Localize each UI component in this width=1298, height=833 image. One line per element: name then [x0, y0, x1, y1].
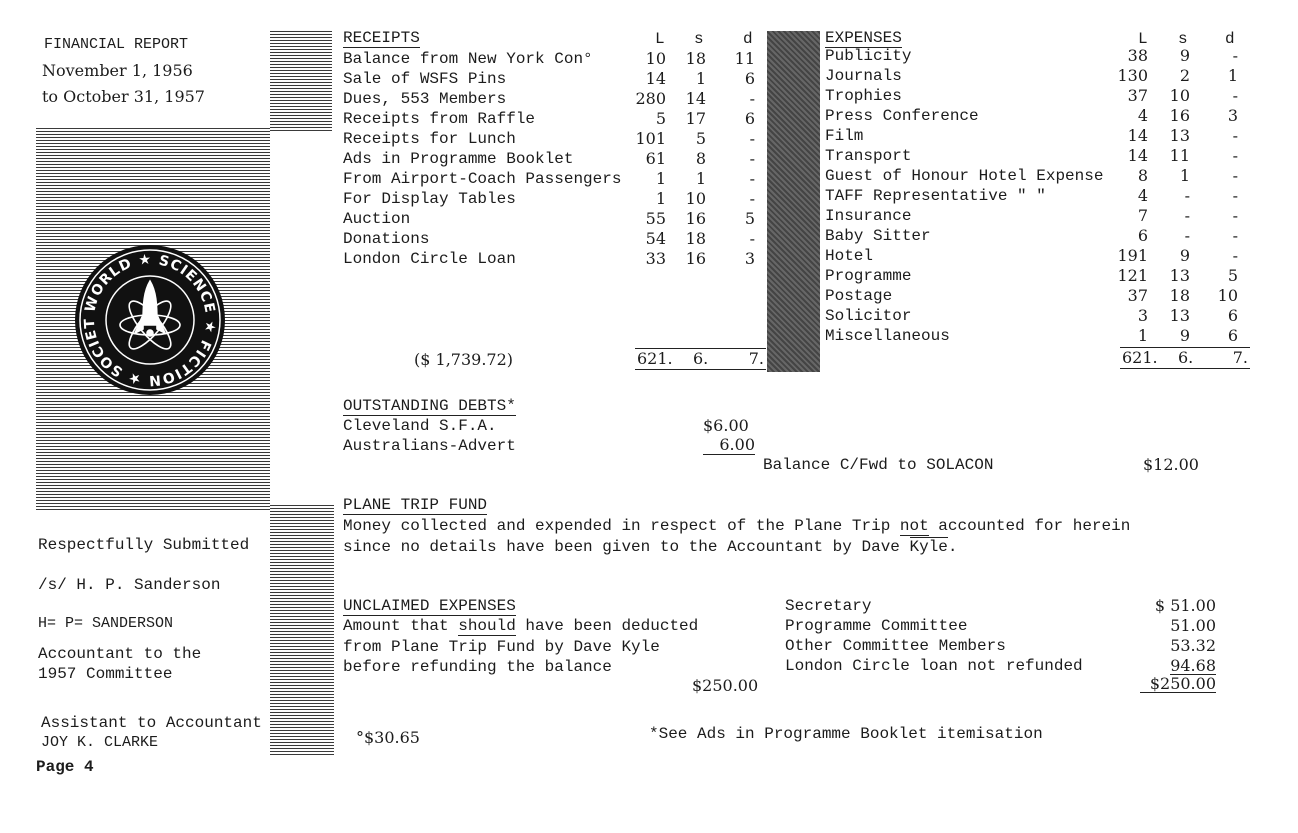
receipt-d: 3	[744, 249, 755, 268]
debt-amount: 6.00	[703, 436, 755, 455]
receipt-L: 1	[655, 169, 666, 188]
receipt-s: 18	[685, 229, 706, 248]
expense-d: 10	[1217, 286, 1238, 305]
receipt-L: 1	[655, 189, 666, 208]
expense-s: 13	[1169, 306, 1190, 325]
expense-d: -	[1232, 86, 1238, 105]
plane-trip-line2	[343, 537, 958, 557]
unclaimed-text: have been deducted	[515, 617, 699, 635]
expense-L: 38	[1127, 46, 1148, 65]
receipt-s: 16	[685, 249, 706, 268]
receipt-d: 6	[744, 69, 755, 88]
expense-s: -	[1184, 186, 1190, 205]
expense-d: 3	[1227, 106, 1238, 125]
svg-text:WORLD ★ SCIENCE ★ FICTION ★ SO: WORLD ★ SCIENCE ★ FICTION ★ SOCIET	[81, 251, 219, 389]
receipt-L: 280	[635, 89, 666, 108]
expense-L: 6	[1137, 226, 1148, 245]
receipt-s: 18	[685, 49, 706, 68]
receipts-col-d: d	[743, 30, 753, 48]
receipt-s: 14	[685, 89, 706, 108]
unclaimed-text: Amount that	[343, 617, 459, 635]
receipt-label: Ads in Programme Booklet	[343, 150, 574, 168]
expense-d: 1	[1227, 66, 1238, 85]
expense-s: 18	[1169, 286, 1190, 305]
expense-label: Baby Sitter	[825, 227, 931, 245]
accountant-name: H= P= SANDERSON	[38, 615, 174, 632]
expense-L: 121	[1117, 266, 1148, 285]
expense-L: 37	[1127, 86, 1148, 105]
expense-label: Hotel	[825, 247, 874, 265]
receipt-L: 10	[645, 49, 666, 68]
expense-label: Film	[825, 127, 864, 145]
footnote: *See Ads in Programme Booklet itemisation	[649, 725, 1043, 743]
accountant-role-1: Accountant to the	[38, 645, 202, 663]
receipt-d: 11	[734, 49, 755, 68]
expense-d: -	[1232, 206, 1238, 225]
receipts-L-values	[626, 49, 666, 269]
receipt-L: 61	[645, 149, 666, 168]
receipt-d: 6	[744, 109, 755, 128]
debt-label: Australians-Advert	[343, 437, 516, 455]
expense-d: -	[1232, 186, 1238, 205]
expense-L: 4	[1137, 106, 1148, 125]
receipt-d: -	[749, 89, 755, 108]
receipt-d: -	[749, 229, 755, 248]
receipt-d: -	[749, 129, 755, 148]
receipt-label: Balance from New York Con°	[343, 50, 593, 68]
plane-trip-text: accounted for herein	[928, 517, 1131, 535]
assistant-role: Assistant to Accountant	[41, 714, 262, 732]
unclaimed-item-labels	[785, 596, 1083, 676]
receipts-total	[635, 348, 766, 370]
expense-label: Trophies	[825, 87, 902, 105]
unclaimed-line3: before refunding the balance	[343, 658, 612, 676]
accountant-role-2: 1957 Committee	[38, 665, 173, 683]
debt-label: Cleveland S.F.A.	[343, 417, 497, 435]
signature-line: /s/ H. P. Sanderson	[38, 576, 221, 594]
expense-L: 14	[1127, 126, 1148, 145]
expense-s: 9	[1179, 326, 1190, 345]
receipt-label: London Circle Loan	[343, 250, 516, 268]
unclaimed-heading: UNCLAIMED EXPENSES	[343, 597, 516, 615]
expense-L: 3	[1137, 306, 1148, 325]
expenses-labels	[825, 46, 1103, 346]
wavy-pattern-top	[270, 31, 332, 131]
report-title: FINANCIAL REPORT	[44, 36, 189, 53]
receipts-total-L: 621.	[637, 349, 673, 368]
receipt-s: 1	[695, 69, 706, 88]
expense-label: TAFF Representative " "	[825, 187, 1046, 205]
expense-d: -	[1232, 246, 1238, 265]
plane-trip-heading: PLANE TRIP FUND	[343, 496, 488, 514]
expenses-s-values	[1158, 46, 1190, 346]
debt-amount: $6.00	[703, 416, 749, 435]
expense-s: -	[1184, 206, 1190, 225]
receipts-total-d: 7.	[748, 349, 764, 368]
expense-d: -	[1232, 126, 1238, 145]
receipts-s-values	[676, 49, 706, 269]
expense-s: 16	[1169, 106, 1190, 125]
plane-trip-text: .	[947, 538, 958, 556]
unclaimed-item-amount: 51.00	[1170, 616, 1216, 635]
expense-L: 7	[1137, 206, 1148, 225]
wavy-pattern-bottom	[270, 505, 334, 755]
expense-label: Insurance	[825, 207, 912, 225]
expenses-total	[1120, 347, 1250, 369]
expense-d: 5	[1227, 266, 1238, 285]
receipt-L: 14	[645, 69, 666, 88]
expense-s: 1	[1179, 166, 1190, 185]
respectfully-submitted: Respectfully Submitted	[38, 536, 250, 554]
expense-label: Journals	[825, 67, 902, 85]
receipt-s: 17	[685, 109, 706, 128]
expense-s: 10	[1169, 86, 1190, 105]
receipt-L: 55	[645, 209, 666, 228]
receipt-s: 10	[685, 189, 706, 208]
receipt-d: -	[749, 149, 755, 168]
receipt-s: 5	[695, 129, 706, 148]
expense-d: -	[1232, 46, 1238, 65]
expenses-d-values	[1206, 46, 1238, 346]
expense-d: -	[1232, 146, 1238, 165]
expenses-col-d: d	[1225, 30, 1235, 48]
receipt-d: -	[749, 169, 755, 188]
receipts-total-s: 6.	[693, 349, 709, 368]
receipt-s: 8	[695, 149, 706, 168]
plane-trip-text: since no details have been given to the Accountant by Dave	[343, 538, 910, 556]
receipts-dollar-equivalent: ($ 1,739.72)	[414, 350, 513, 369]
plane-trip-text: Money collected and expended in respect of the Plane Trip	[343, 517, 900, 535]
expense-s: 9	[1179, 46, 1190, 65]
expense-label: Miscellaneous	[825, 327, 950, 345]
expense-label: Press Conference	[825, 107, 979, 125]
receipt-s: 1	[695, 169, 706, 188]
unclaimed-item-label: Programme Committee	[785, 617, 968, 635]
expenses-total-L: 621.	[1122, 348, 1158, 367]
wsfs-emblem	[73, 243, 227, 397]
unclaimed-item-label: Secretary	[785, 597, 872, 615]
expense-label: Transport	[825, 147, 912, 165]
expenses-col-L: L	[1138, 30, 1148, 48]
unclaimed-line1	[343, 616, 698, 636]
receipt-label: Auction	[343, 210, 411, 228]
balance-carried-forward-label: Balance C/Fwd to SOLACON	[763, 456, 994, 474]
receipt-label: Dues, 553 Members	[343, 90, 507, 108]
expense-d: 6	[1227, 326, 1238, 345]
assistant-name: JOY K. CLARKE	[41, 734, 159, 751]
expense-label: Guest of Honour Hotel Expense	[825, 167, 1104, 185]
unclaimed-item-label: London Circle loan not refunded	[785, 657, 1083, 675]
plane-trip-kyle: Kyle	[909, 538, 948, 556]
receipts-heading: RECEIPTS	[343, 29, 420, 47]
unclaimed-line2: from Plane Trip Fund by Dave Kyle	[343, 638, 660, 656]
expense-s: 9	[1179, 246, 1190, 265]
unclaimed-amount: $250.00	[692, 676, 759, 695]
expenses-L-values	[1108, 46, 1148, 346]
receipt-L: 101	[635, 129, 666, 148]
receipt-L: 54	[645, 229, 666, 248]
unclaimed-emphasis-should: should	[458, 617, 516, 635]
receipt-d: 5	[744, 209, 755, 228]
receipts-labels	[343, 49, 621, 269]
debts-heading: OUTSTANDING DEBTS*	[343, 397, 516, 415]
expense-d: -	[1232, 166, 1238, 185]
balance-carried-forward-amount: $12.00	[1143, 455, 1199, 474]
receipt-label: Donations	[343, 230, 430, 248]
unclaimed-item-label: Other Committee Members	[785, 637, 1006, 655]
expense-d: 6	[1227, 306, 1238, 325]
plane-trip-emphasis-not: not	[899, 517, 929, 535]
unclaimed-item-amount: $ 51.00	[1154, 596, 1216, 615]
expense-L: 14	[1127, 146, 1148, 165]
page-number: Page 4	[36, 758, 94, 776]
report-period-end: to October 31, 1957	[42, 87, 205, 106]
expense-L: 191	[1117, 246, 1148, 265]
receipt-label: Receipts from Raffle	[343, 110, 536, 128]
unclaimed-item-amount: 53.32	[1170, 636, 1216, 655]
dark-divider-bar	[767, 31, 820, 372]
expenses-heading: EXPENSES	[825, 29, 902, 47]
expense-label: Publicity	[825, 47, 912, 65]
expense-d: -	[1232, 226, 1238, 245]
expense-L: 4	[1137, 186, 1148, 205]
expense-s: 2	[1179, 66, 1190, 85]
expense-s: 13	[1169, 126, 1190, 145]
expense-label: Postage	[825, 287, 893, 305]
receipt-s: 16	[685, 209, 706, 228]
expenses-col-s: s	[1178, 30, 1188, 48]
receipt-label: Receipts for Lunch	[343, 130, 516, 148]
unclaimed-item-amount: 94.68	[1170, 656, 1216, 675]
receipts-col-L: L	[655, 30, 665, 48]
unclaimed-item-amounts	[1130, 596, 1216, 676]
expenses-total-d: 7.	[1232, 348, 1248, 367]
footer-note-amount: °$30.65	[356, 728, 420, 747]
receipts-col-s: s	[694, 30, 704, 48]
receipts-d-values	[725, 49, 755, 269]
receipt-label: From Airport-Coach Passengers	[343, 170, 622, 188]
expense-s: 13	[1169, 266, 1190, 285]
expense-label: Programme	[825, 267, 912, 285]
expense-L: 37	[1127, 286, 1148, 305]
receipt-L: 5	[655, 109, 666, 128]
unclaimed-total: $250.00	[1140, 676, 1216, 693]
report-period-start: November 1, 1956	[42, 61, 193, 80]
receipt-label: For Display Tables	[343, 190, 516, 208]
receipt-d: -	[749, 189, 755, 208]
expense-s: -	[1184, 226, 1190, 245]
receipt-label: Sale of WSFS Pins	[343, 70, 507, 88]
expense-s: 11	[1169, 146, 1190, 165]
expense-L: 1	[1137, 326, 1148, 345]
expenses-total-s: 6.	[1178, 348, 1194, 367]
expense-L: 130	[1117, 66, 1148, 85]
expense-label: Solicitor	[825, 307, 912, 325]
plane-trip-line1	[343, 516, 1130, 536]
receipt-L: 33	[645, 249, 666, 268]
expense-L: 8	[1137, 166, 1148, 185]
